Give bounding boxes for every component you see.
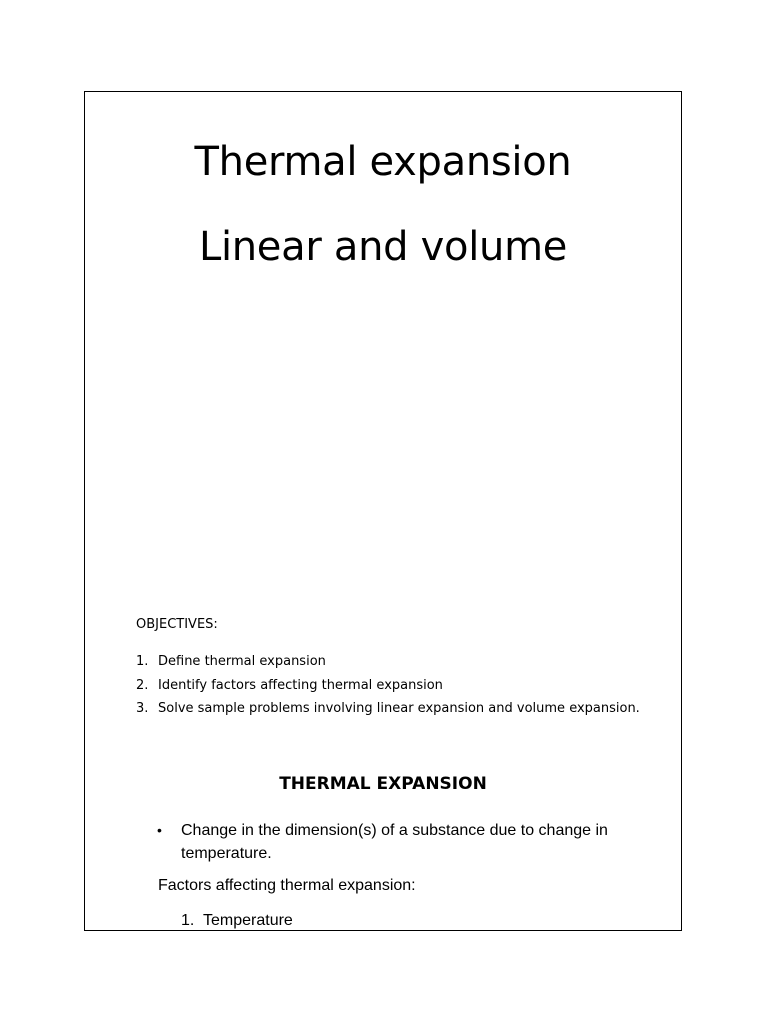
title-line-2: Linear and volume xyxy=(198,224,568,270)
objective-number: 3. xyxy=(136,701,149,716)
factors-heading: Factors affecting thermal expansion: xyxy=(158,877,416,894)
factor-number: 1. xyxy=(181,912,195,929)
definition-text: Change in the dimension(s) of a substance due to change in temperature. xyxy=(181,822,608,862)
definition-bullet xyxy=(157,819,637,865)
section-heading: THERMAL EXPANSION xyxy=(279,774,487,794)
factors-list xyxy=(181,913,293,929)
objectives-heading: OBJECTIVES: xyxy=(136,617,218,632)
objective-text: Solve sample problems involving linear expansion and volume expansion. xyxy=(158,701,640,716)
objective-number: 2. xyxy=(136,677,149,693)
document-page xyxy=(84,91,682,931)
objective-item xyxy=(136,679,640,703)
objective-item xyxy=(136,655,640,679)
bullet-icon: • xyxy=(157,822,162,838)
objective-item xyxy=(136,702,640,726)
objective-text: Identify factors affecting thermal expansion xyxy=(158,677,443,693)
objectives-list xyxy=(136,655,640,726)
factor-item xyxy=(181,913,293,929)
factor-text: Temperature xyxy=(203,912,293,929)
objective-number: 1. xyxy=(136,654,149,669)
title-line-1: Thermal expansion xyxy=(194,139,572,185)
objective-text: Define thermal expansion xyxy=(158,654,326,669)
